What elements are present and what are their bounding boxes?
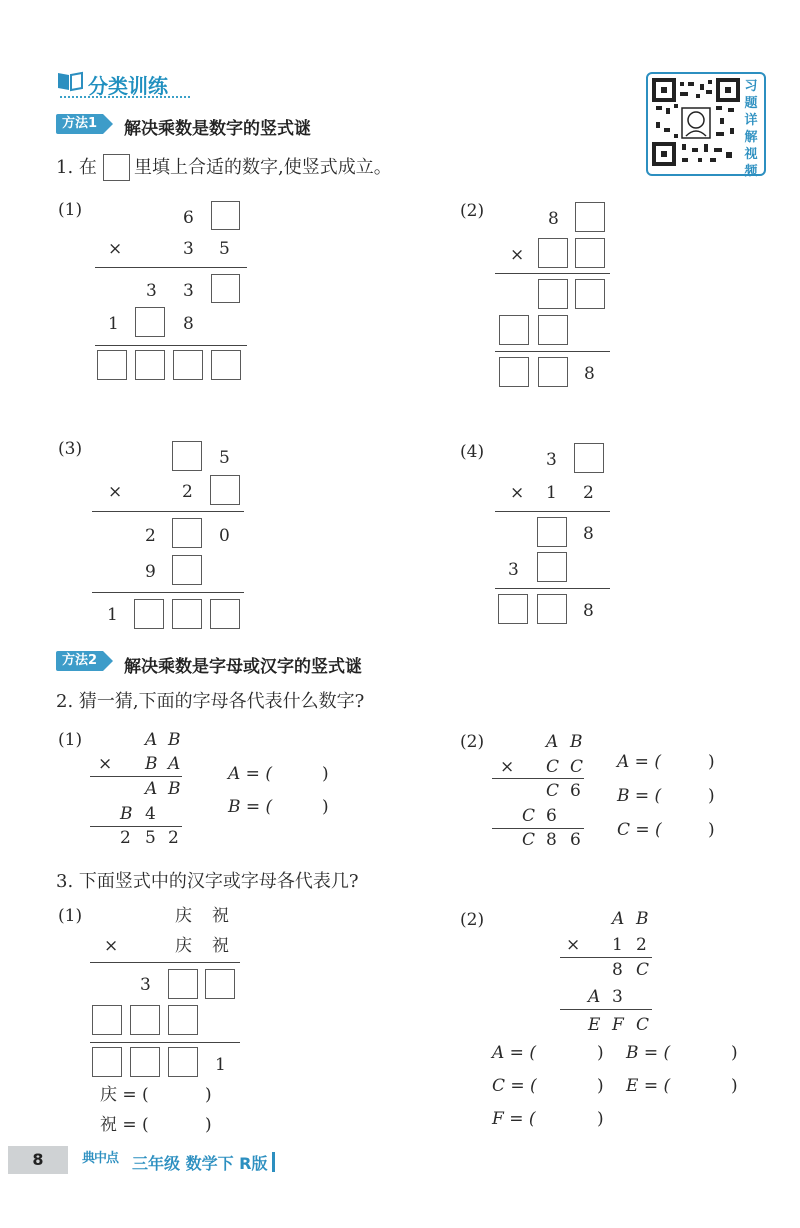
letter: B bbox=[120, 804, 133, 824]
answer-close: ) bbox=[597, 1043, 604, 1063]
letter: B bbox=[636, 909, 649, 929]
letter: C bbox=[522, 806, 536, 826]
answer-label: 祝 = ( bbox=[100, 1115, 149, 1135]
equals-line bbox=[90, 962, 240, 963]
multiply-sign: × bbox=[104, 936, 119, 956]
digit: 2 bbox=[182, 482, 193, 502]
letter: C bbox=[636, 1015, 650, 1035]
multiply-sign: × bbox=[98, 754, 113, 774]
multiply-sign: × bbox=[510, 245, 525, 265]
problem-label: (1) bbox=[58, 200, 83, 220]
answer-blank[interactable] bbox=[283, 797, 321, 817]
digit: 3 bbox=[183, 239, 194, 259]
digit: 6 bbox=[546, 806, 557, 826]
letter: F bbox=[612, 1015, 624, 1035]
multiply-sign: × bbox=[510, 483, 525, 503]
answer-close: ) bbox=[731, 1076, 738, 1096]
answer-blank[interactable] bbox=[672, 786, 706, 806]
digit-input[interactable] bbox=[537, 517, 567, 547]
letter: C bbox=[636, 960, 650, 980]
equals-line bbox=[495, 351, 610, 352]
digit: 6 bbox=[183, 208, 194, 228]
answer-blank[interactable] bbox=[547, 1043, 595, 1063]
digit-input[interactable] bbox=[173, 350, 203, 380]
answer-close: ) bbox=[322, 797, 329, 817]
problem-label: (2) bbox=[460, 910, 485, 930]
equals-line bbox=[495, 588, 610, 589]
answer-label: A = ( bbox=[228, 764, 272, 784]
digit: 5 bbox=[219, 448, 230, 468]
digit-input[interactable] bbox=[210, 599, 240, 629]
answer-label: 庆 = ( bbox=[100, 1085, 149, 1105]
answer-label: E = ( bbox=[626, 1076, 671, 1096]
digit: 8 bbox=[183, 314, 194, 334]
digit: 8 bbox=[583, 524, 594, 544]
answer-label: A = ( bbox=[617, 752, 661, 772]
digit: 6 bbox=[570, 830, 581, 850]
equals-line bbox=[492, 828, 584, 829]
digit: 1 bbox=[612, 935, 623, 955]
problem-label: (1) bbox=[58, 730, 83, 750]
answer-blank[interactable] bbox=[672, 820, 706, 840]
section-title: 分类训练 bbox=[88, 74, 168, 98]
digit-input[interactable] bbox=[172, 555, 202, 585]
digit-input[interactable] bbox=[172, 599, 202, 629]
digit: 1 bbox=[546, 483, 557, 503]
digit-input[interactable] bbox=[537, 552, 567, 582]
answer-blank[interactable] bbox=[155, 1085, 203, 1105]
digit-input[interactable] bbox=[575, 238, 605, 268]
digit: 4 bbox=[145, 804, 156, 824]
section-book-icon bbox=[56, 70, 84, 92]
question-2-text: 2. 猜一猜,下面的字母各代表什么数字? bbox=[56, 691, 365, 712]
digit: 5 bbox=[219, 239, 230, 259]
method-title: 解决乘数是字母或汉字的竖式谜 bbox=[124, 657, 362, 677]
answer-close: ) bbox=[708, 752, 715, 772]
equals-line bbox=[92, 511, 244, 512]
question-1-prefix: 1. 在 bbox=[56, 157, 97, 178]
qr-side-label: 习 题 详 解 视 频 bbox=[744, 79, 758, 179]
answer-label: F = ( bbox=[492, 1109, 536, 1129]
digit-input[interactable] bbox=[538, 315, 568, 345]
digit: 3 bbox=[546, 450, 557, 470]
equals-line bbox=[90, 826, 182, 827]
digit-input[interactable] bbox=[211, 201, 240, 230]
letter: B bbox=[570, 732, 583, 752]
answer-label: B = ( bbox=[617, 786, 662, 806]
digit: 1 bbox=[108, 314, 119, 334]
page-number: 8 bbox=[8, 1146, 68, 1174]
hanzi-digit: 祝 bbox=[212, 936, 229, 956]
letter: A bbox=[145, 730, 158, 750]
digit-input[interactable] bbox=[168, 969, 198, 999]
method-tag: 方法1 bbox=[56, 114, 103, 134]
answer-close: ) bbox=[708, 786, 715, 806]
digit: 2 bbox=[583, 483, 594, 503]
digit-input[interactable] bbox=[134, 599, 164, 629]
digit: 9 bbox=[145, 562, 156, 582]
digit: 2 bbox=[120, 828, 131, 848]
problem-label: (2) bbox=[460, 732, 485, 752]
digit-input[interactable] bbox=[135, 307, 165, 337]
equals-line bbox=[90, 776, 182, 777]
equals-line bbox=[95, 267, 247, 268]
answer-blank[interactable] bbox=[547, 1109, 595, 1129]
digit-input[interactable] bbox=[575, 202, 605, 232]
brand-logo-text: 典中点 bbox=[82, 1151, 119, 1166]
answer-close: ) bbox=[597, 1076, 604, 1096]
digit: 8 bbox=[583, 601, 594, 621]
answer-box-example bbox=[103, 154, 130, 181]
digit-input[interactable] bbox=[172, 518, 202, 548]
letter: B bbox=[168, 779, 181, 799]
letter: A bbox=[168, 754, 181, 774]
digit: 3 bbox=[146, 281, 157, 301]
letter: B bbox=[168, 730, 181, 750]
digit-input[interactable] bbox=[205, 969, 235, 999]
equals-line bbox=[492, 778, 584, 779]
digit-input[interactable] bbox=[499, 315, 529, 345]
answer-label: A = ( bbox=[492, 1043, 536, 1063]
brand-logo bbox=[82, 1146, 128, 1172]
question-1-text: 里填上合适的数字,使竖式成立。 bbox=[134, 157, 392, 178]
answer-close: ) bbox=[597, 1109, 604, 1129]
digit: 2 bbox=[636, 935, 647, 955]
footer-book-title: 三年级 数学下 R版 bbox=[132, 1154, 268, 1173]
digit: 3 bbox=[183, 281, 194, 301]
digit: 1 bbox=[215, 1055, 226, 1075]
letter: A bbox=[145, 779, 158, 799]
answer-close: ) bbox=[205, 1115, 212, 1135]
digit-input[interactable] bbox=[130, 1047, 160, 1077]
digit-input[interactable] bbox=[135, 350, 165, 380]
qr-code-icon bbox=[652, 78, 740, 166]
digit: 8 bbox=[546, 830, 557, 850]
answer-label: C = ( bbox=[492, 1076, 537, 1096]
digit: 2 bbox=[168, 828, 179, 848]
digit-input[interactable] bbox=[172, 441, 202, 471]
answer-blank[interactable] bbox=[681, 1043, 729, 1063]
multiply-sign: × bbox=[108, 482, 123, 502]
hanzi-digit: 庆 bbox=[175, 936, 192, 956]
multiply-sign: × bbox=[566, 935, 581, 955]
digit: 2 bbox=[145, 526, 156, 546]
method-title: 解决乘数是数字的竖式谜 bbox=[124, 119, 311, 139]
digit-input[interactable] bbox=[538, 238, 568, 268]
method-tag: 方法2 bbox=[56, 651, 103, 671]
problem-label: (4) bbox=[460, 442, 485, 462]
problem-label: (2) bbox=[460, 201, 485, 221]
letter: C bbox=[570, 757, 584, 777]
digit: 1 bbox=[107, 605, 118, 625]
digit-input[interactable] bbox=[97, 350, 127, 380]
digit-input[interactable] bbox=[92, 1047, 122, 1077]
digit-input[interactable] bbox=[537, 594, 567, 624]
qr-code-panel[interactable] bbox=[646, 72, 766, 179]
hanzi-digit: 庆 bbox=[175, 906, 192, 926]
equals-line bbox=[90, 1042, 240, 1043]
digit: 3 bbox=[508, 560, 519, 580]
digit: 3 bbox=[612, 987, 623, 1007]
digit: 8 bbox=[584, 364, 595, 384]
answer-blank[interactable] bbox=[681, 1076, 729, 1096]
answer-label: C = ( bbox=[617, 820, 662, 840]
letter: C bbox=[546, 757, 560, 777]
digit: 8 bbox=[612, 960, 623, 980]
problem-label: (1) bbox=[58, 906, 83, 926]
digit: 6 bbox=[570, 781, 581, 801]
digit-input[interactable] bbox=[130, 1005, 160, 1035]
digit-input[interactable] bbox=[92, 1005, 122, 1035]
letter: A bbox=[612, 909, 625, 929]
answer-blank[interactable] bbox=[283, 764, 321, 784]
section-divider bbox=[60, 96, 190, 98]
digit-input[interactable] bbox=[210, 475, 240, 505]
letter: B bbox=[145, 754, 158, 774]
answer-blank[interactable] bbox=[155, 1115, 203, 1135]
letter: A bbox=[546, 732, 559, 752]
multiply-sign: × bbox=[108, 239, 123, 259]
answer-label: B = ( bbox=[626, 1043, 671, 1063]
equals-line bbox=[560, 1009, 652, 1010]
digit-input[interactable] bbox=[538, 279, 568, 309]
digit-input[interactable] bbox=[574, 443, 604, 473]
digit-input[interactable] bbox=[168, 1005, 198, 1035]
answer-blank[interactable] bbox=[672, 752, 706, 772]
equals-line bbox=[560, 957, 652, 958]
answer-close: ) bbox=[731, 1043, 738, 1063]
answer-label: B = ( bbox=[228, 797, 273, 817]
digit: 8 bbox=[548, 209, 559, 229]
answer-close: ) bbox=[322, 764, 329, 784]
letter: A bbox=[588, 987, 601, 1007]
digit-input[interactable] bbox=[211, 274, 240, 303]
digit-input[interactable] bbox=[211, 350, 241, 380]
equals-line bbox=[495, 273, 610, 274]
footer-divider bbox=[272, 1152, 275, 1172]
equals-line bbox=[495, 511, 610, 512]
digit: 0 bbox=[219, 526, 230, 546]
digit-input[interactable] bbox=[498, 594, 528, 624]
multiply-sign: × bbox=[500, 757, 515, 777]
digit: 5 bbox=[145, 828, 156, 848]
digit-input[interactable] bbox=[538, 357, 568, 387]
digit-input[interactable] bbox=[168, 1047, 198, 1077]
digit-input[interactable] bbox=[499, 357, 529, 387]
question-3-text: 3. 下面竖式中的汉字或字母各代表几? bbox=[56, 871, 359, 892]
equals-line bbox=[92, 592, 244, 593]
letter: C bbox=[546, 781, 560, 801]
answer-close: ) bbox=[205, 1085, 212, 1105]
answer-blank[interactable] bbox=[547, 1076, 595, 1096]
answer-close: ) bbox=[708, 820, 715, 840]
digit-input[interactable] bbox=[575, 279, 605, 309]
letter: E bbox=[588, 1015, 601, 1035]
equals-line bbox=[95, 345, 247, 346]
hanzi-digit: 祝 bbox=[212, 906, 229, 926]
letter: C bbox=[522, 830, 536, 850]
digit: 3 bbox=[140, 975, 151, 995]
problem-label: (3) bbox=[58, 439, 83, 459]
